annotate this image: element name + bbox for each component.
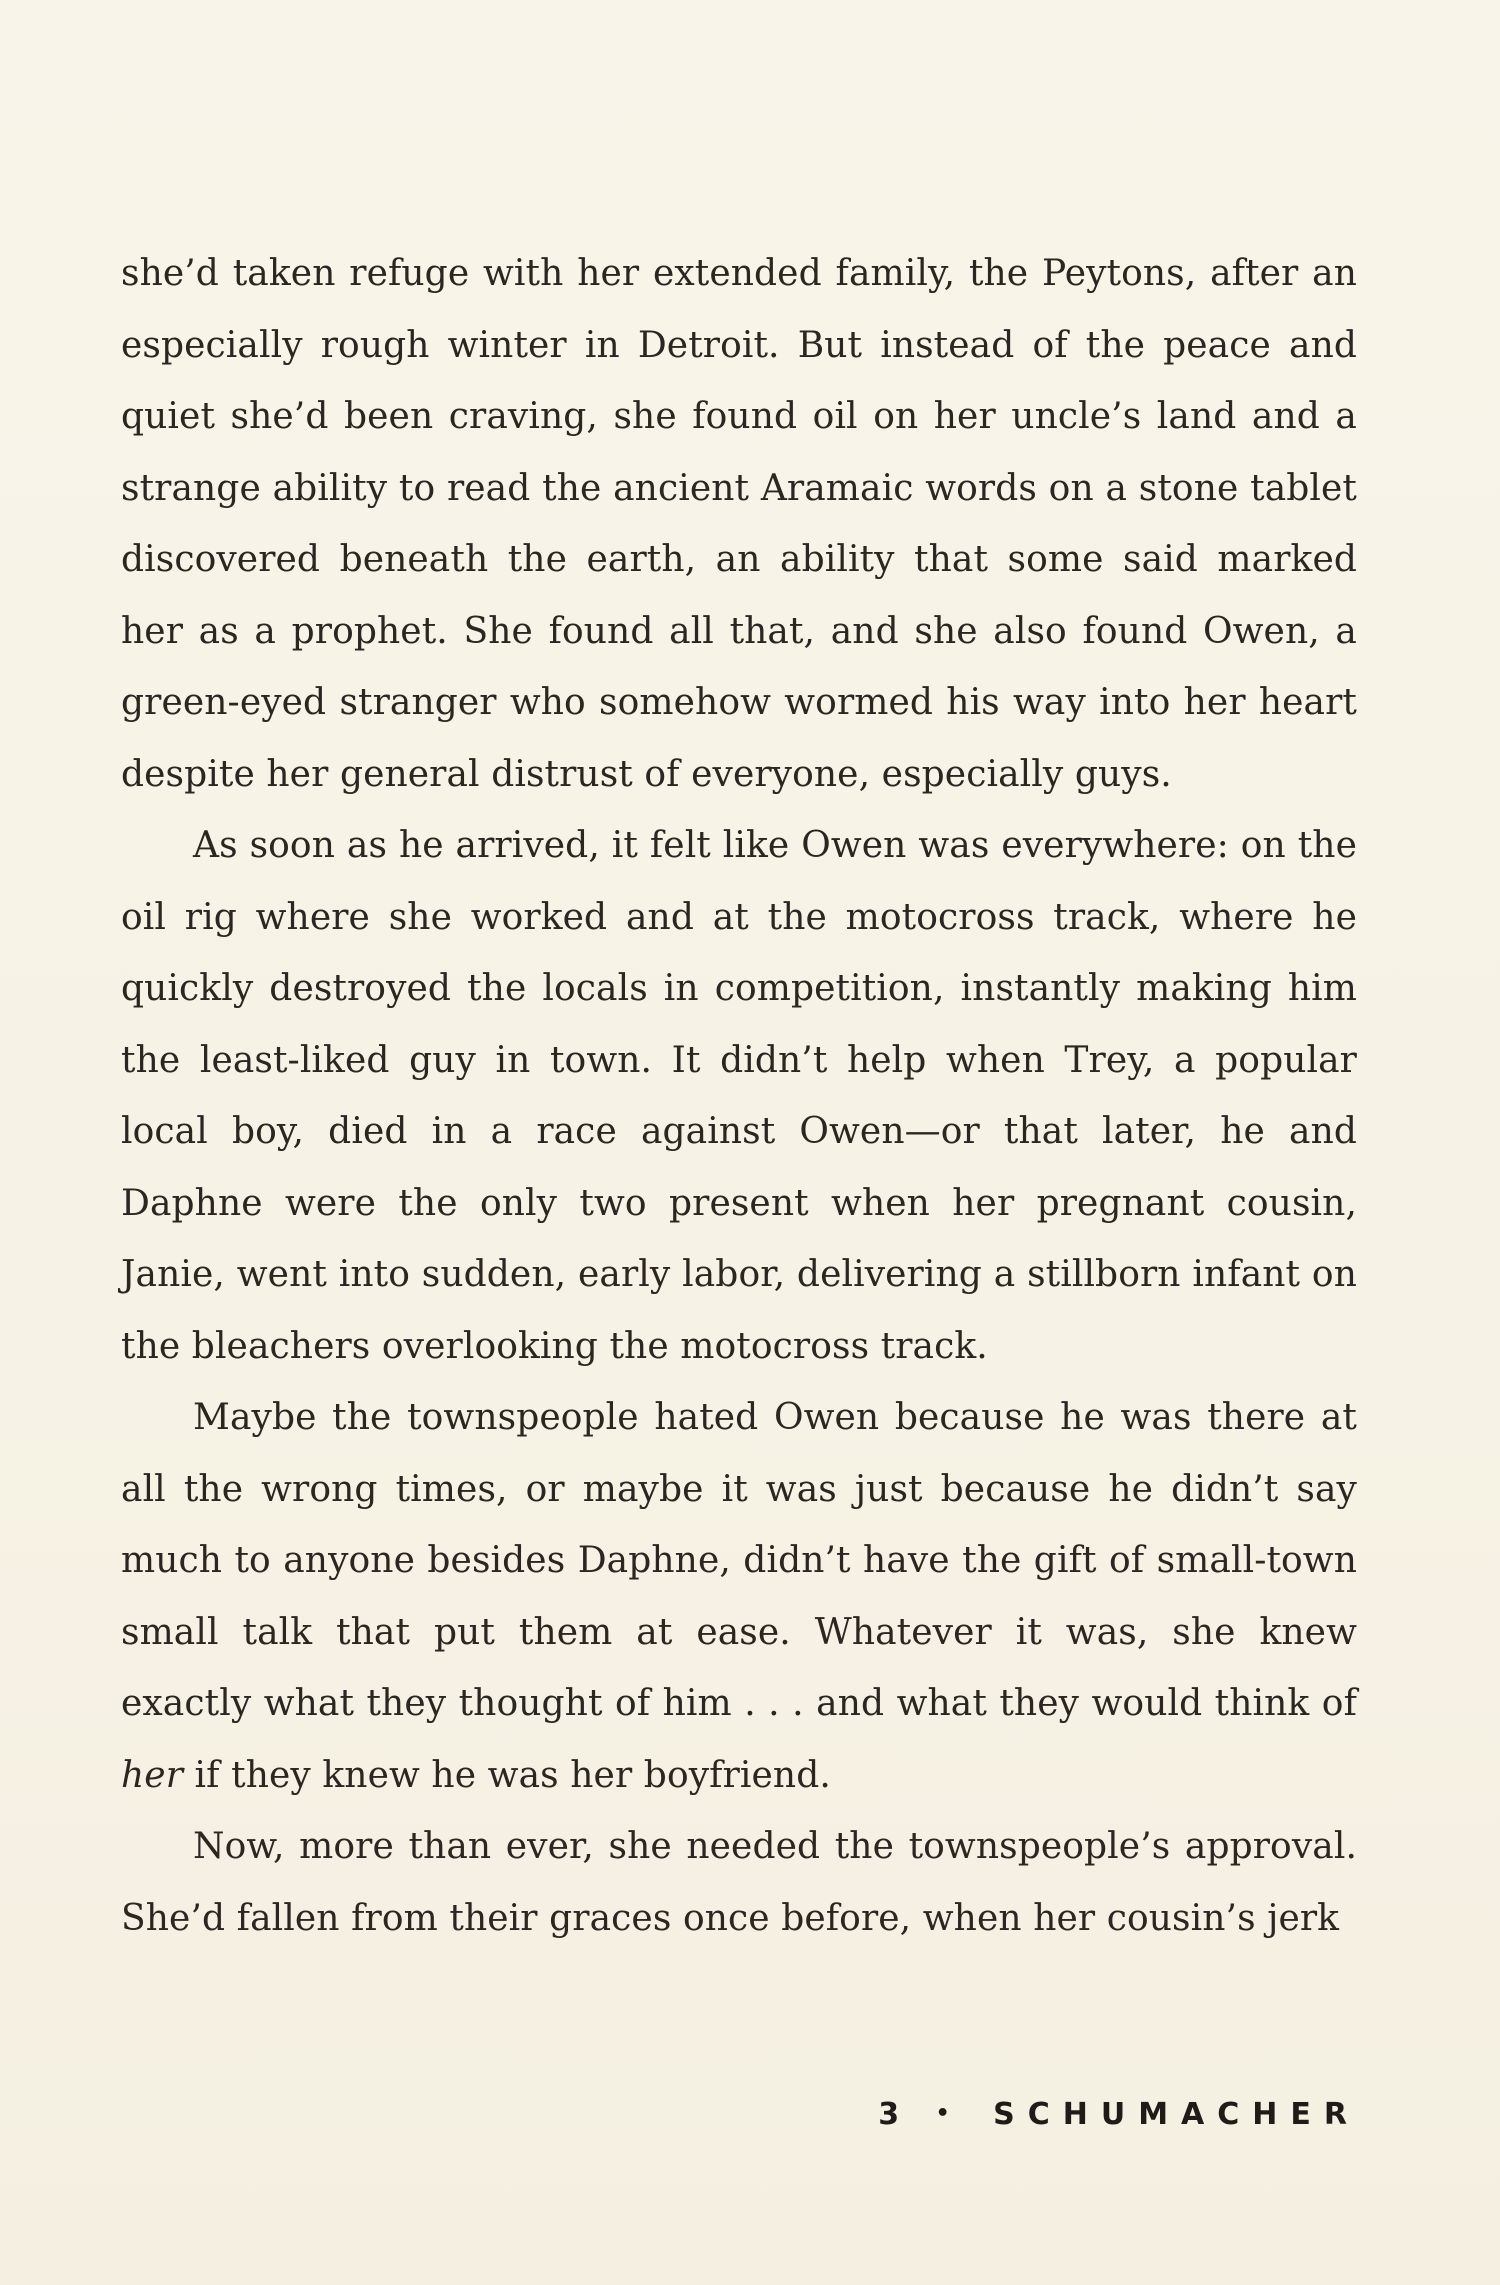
paragraph-1: she’d taken refuge with her extended family, the Peytons, after an especially rough winter in Detroit. But instead of the peace and quiet she’d been craving, she found oil on her uncle’s land and a strange ability to read the ancient Aramaic words on a stone tablet discovered beneath the earth, an ability that some said marked her as a prophet. She found all that, and she also found Owen, a green-eyed stranger who somehow wormed his way into her heart despite her general distrust of everyone, especially guys. <box>121 253 1357 795</box>
paragraph-2: As soon as he arrived, it felt like Owen was everywhere: on the oil rig where she worked and at the motocross track, where he quickly destroyed the locals in competition, instantly making him the least-liked guy in town. It didn’t help when Trey, a popular local boy, died in a race against Owen—or that later, he and Daphne were the only two present when her pregnant cousin, Janie, went into sudden, early labor, delivering a stillborn infant on the bleachers overlooking the motocross track. <box>121 825 1357 1367</box>
paragraph-3-text-after: if they knew he was her boyfriend. <box>183 1754 831 1796</box>
running-head: SCHUMACHER <box>993 2097 1360 2132</box>
page-number: 3 <box>878 2097 913 2132</box>
emphasis-her: her <box>121 1754 183 1796</box>
paragraph-4: Now, more than ever, she needed the townspeople’s approval. She’d fallen from their graces once before, when her cousin’s jerk <box>121 1826 1357 1939</box>
paragraph-3 <box>121 1382 1357 1811</box>
footer-separator: • <box>935 2101 950 2126</box>
body-text <box>121 238 1357 1954</box>
page-footer <box>878 2097 1360 2132</box>
paragraph-3-text-before: Maybe the townspeople hated Owen because he was there at all the wrong times, or maybe it was just because he didn’t say much to anyone besides Daphne, didn’t have the gift of small-town small talk that put them at ease. Whatever it was, she knew exactly what they thought of him . . . and what they would think of <box>121 1397 1357 1724</box>
